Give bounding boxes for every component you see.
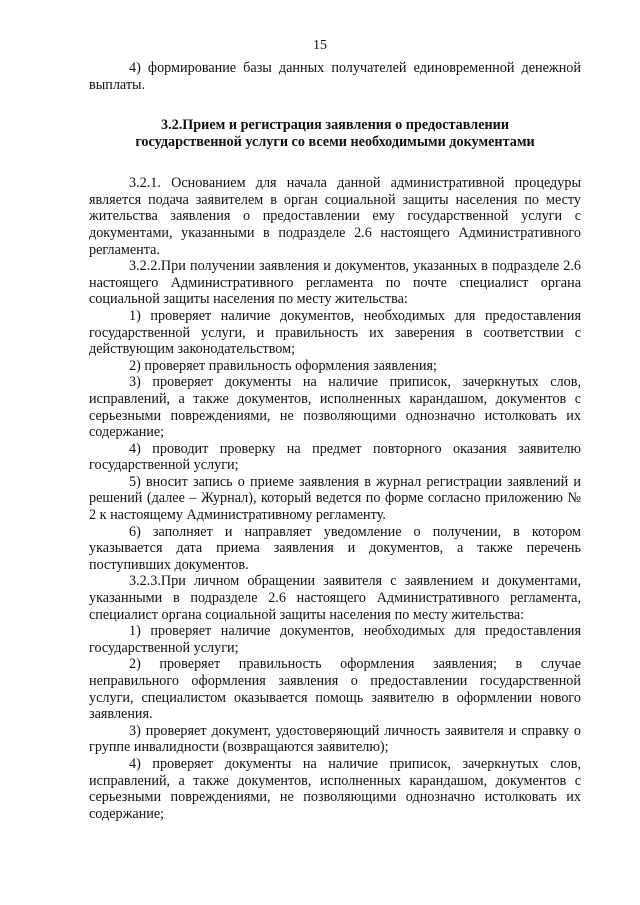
list-item: 3) проверяет документ, удостоверяющий личность заявителя и справку о группе инвалидности (возвращаются заявителю); <box>89 722 581 756</box>
list-item: 4) проверяет документы на наличие приписок, зачеркнутых слов, исправлений, а также документов, исполненных карандашом, документов с серьезными повреждениями, не позволяющими однозначно истолковать их содержание; <box>89 755 581 822</box>
paragraph: 4) формирование базы данных получателей единовременной денежной выплаты. <box>89 60 581 93</box>
list-item: 6) заполняет и направляет уведомление о получении, в котором указывается дата приема заявления и документов, а также перечень поступивших документов. <box>89 523 581 573</box>
list-item: 2) проверяет правильность оформления заявления; в случае неправильного оформления заявления о предоставлении государственной услуги, специалистом оказывается помощь заявителю в оформлении нового заявления. <box>89 656 581 723</box>
list-item: 4) проводит проверку на предмет повторного оказания заявителю государственной услуги; <box>89 440 581 474</box>
list-item: 2) проверяет правильность оформления заявления; <box>129 357 437 374</box>
list-item: 3) проверяет документы на наличие приписок, зачеркнутых слов, исправлений, а также документов, исполненных карандашом, документов с серьезными повреждениями, не позволяющими однозначно истолковать их содержание; <box>89 374 581 441</box>
section-heading-line: государственной услуги со всеми необходимыми документами <box>135 134 535 151</box>
document-body <box>89 60 581 822</box>
list-item: 1) проверяет наличие документов, необходимых для предоставления государственной услуги; <box>89 623 581 656</box>
section-heading <box>89 117 581 151</box>
list-item: 1) проверяет наличие документов, необходимых для предоставления государственной услуги, и правильность их заверения в соответствии с действующим законодательством; <box>89 307 581 358</box>
section-heading-line: 3.2.Прием и регистрация заявления о предоставлении <box>160 117 510 134</box>
list-item: 5) вносит запись о приеме заявления в журнал регистрации заявлений и решений (далее – Журнал), который ведется по форме согласно приложению № 2 к настоящему Административному регламенту. <box>89 473 581 524</box>
paragraph: 3.2.1. Основанием для начала данной административной процедуры является подача заявителем в орган социальной защиты населения по месту жительства заявления о предоставлении ему государственной услуги с документами, указанными в подразделе 2.6 настоящего Административного регламента. <box>89 175 581 258</box>
paragraph: 3.2.3.При личном обращении заявителя с заявлением и документами, указанными в подразделе 2.6 настоящего Административного регламента, специалист органа социальной защиты населения по месту жительства: <box>89 573 581 623</box>
page-number: 15 <box>313 38 327 53</box>
paragraph: 3.2.2.При получении заявления и документов, указанных в подразделе 2.6 настоящего Административного регламента по почте специалист органа социальной защиты населения по месту жительства: <box>89 258 581 308</box>
